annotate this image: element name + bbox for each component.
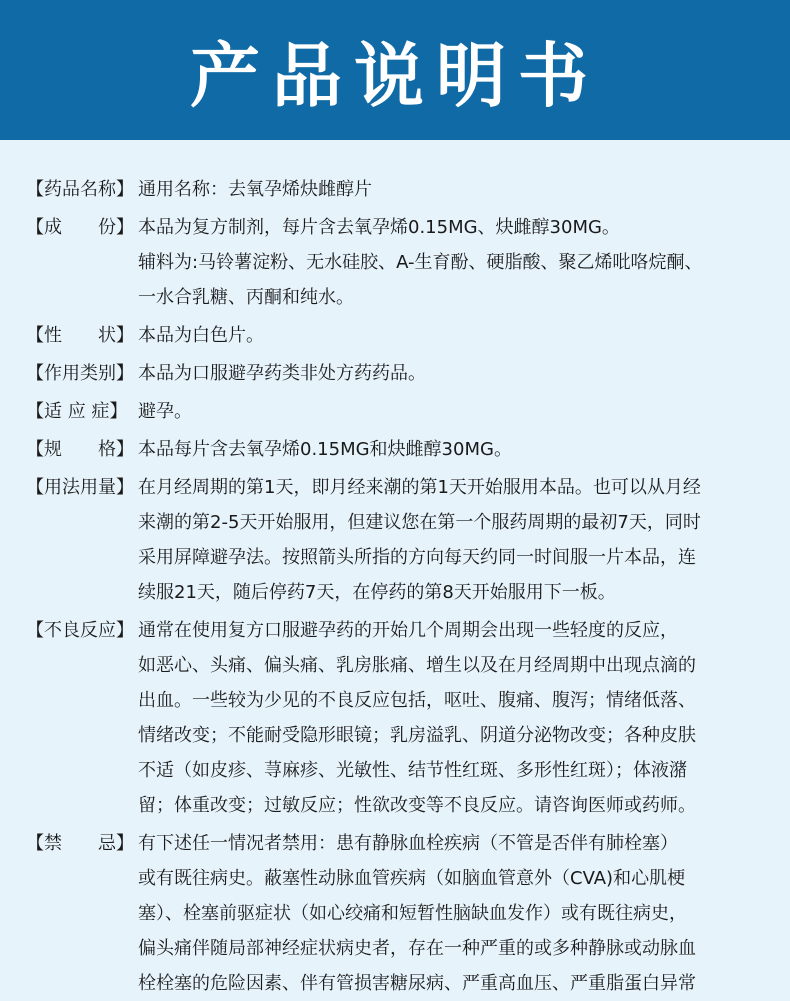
section-line: 有下述任一情况者禁用：患有静脉血栓疾病（不管是否伴有肺栓塞） <box>138 833 678 854</box>
section-label: 【禁 忌】 <box>26 833 134 854</box>
section-line: 在月经周期的第1天，即月经来潮的第1天开始服用本品。也可以从月经 <box>138 477 701 498</box>
section-line: 栓栓塞的危险因素、伴有管损害糖尿病、严重高血压、严重脂蛋白异常 <box>138 973 696 994</box>
section-drug-name <box>26 172 766 207</box>
section-line: 本品为复方制剂，每片含去氧孕烯0.15MG、炔雌醇30MG。 <box>138 217 620 238</box>
section-line: 出血。一些较为少见的不良反应包括，呕吐、腹痛、腹泻；情绪低落、 <box>138 690 696 711</box>
section-line: 不适（如皮疹、荨麻疹、光敏性、结节性红斑、多形性红斑）；体液潴 <box>138 760 687 781</box>
section-line: 偏头痛伴随局部神经症状病史者，存在一种严重的或多种静脉或动脉血 <box>138 938 696 959</box>
section-label: 【成 份】 <box>26 217 134 238</box>
section-indication <box>26 394 766 429</box>
section-line: 续服21天，随后停药7天，在停药的第8天开始服用下一板。 <box>138 582 616 603</box>
section-label: 【药品名称】 <box>26 179 134 200</box>
section-line: 如恶心、头痛、偏头痛、乳房胀痛、增生以及在月经周期中出现点滴的 <box>138 655 696 676</box>
section-line: 本品为白色片。 <box>138 325 264 346</box>
section-line: 本品为口服避孕药类非处方药药品。 <box>138 363 426 384</box>
section-label: 【不良反应】 <box>26 620 134 641</box>
section-label: 【作用类别】 <box>26 363 134 384</box>
section-line: 通用名称：去氧孕烯炔雌醇片 <box>138 179 372 200</box>
section-line: 本品每片含去氧孕烯0.15MG和炔雌醇30MG。 <box>138 439 512 460</box>
section-line: 避孕。 <box>138 401 192 422</box>
section-line: 塞）、栓塞前驱症状（如心绞痛和短暂性脑缺血发作）或有既往病史， <box>138 903 687 924</box>
section-line: 情绪改变；不能耐受隐形眼镜；乳房溢乳、阴道分泌物改变；各种皮肤 <box>138 725 696 746</box>
section-category <box>26 356 766 391</box>
section-line: 或有既往病史。蔽塞性动脉血管疾病（如脑血管意外（CVA)和心肌梗 <box>138 868 686 889</box>
instruction-content <box>26 172 766 1001</box>
section-line: 采用屏障避孕法。按照箭头所指的方向每天约同一时间服一片本品，连 <box>138 547 696 568</box>
section-appearance <box>26 318 766 353</box>
section-label: 【性 状】 <box>26 325 134 346</box>
section-ingredients <box>26 210 766 315</box>
section-label: 【适 应 症】 <box>26 401 128 422</box>
section-specification <box>26 432 766 467</box>
section-line: 一水合乳糖、丙酮和纯水。 <box>138 287 354 308</box>
section-line: 来潮的第2-5天开始服用，但建议您在第一个服药周期的最初7天，同时 <box>138 512 701 533</box>
section-dosage <box>26 470 766 610</box>
section-line: 留；体重改变；过敏反应；性欲改变等不良反应。请咨询医师或药师。 <box>138 795 696 816</box>
section-line: 辅料为:马铃薯淀粉、无水硅胶、A-生育酚、硬脂酸、聚乙烯吡咯烷酮、 <box>138 252 703 273</box>
section-label: 【规 格】 <box>26 439 134 460</box>
section-label: 【用法用量】 <box>26 477 134 498</box>
title-banner <box>0 0 790 140</box>
section-adverse-reactions <box>26 613 766 823</box>
section-line: 通常在使用复方口服避孕药的开始几个周期会出现一些轻度的反应， <box>138 620 678 641</box>
section-contraindications <box>26 826 766 1001</box>
page-title: 产品说明书 <box>190 35 600 117</box>
